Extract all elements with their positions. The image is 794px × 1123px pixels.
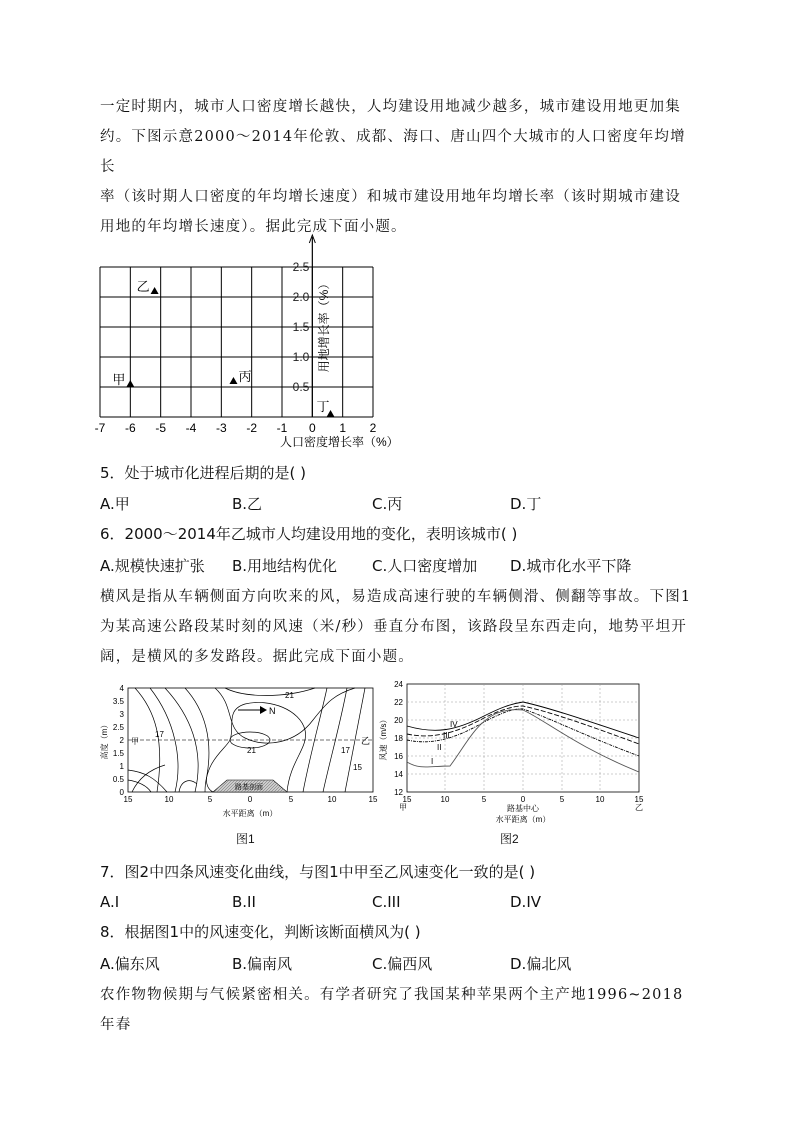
intro-line: 约。下图示意2000～2014年伦敦、成都、海口、唐山四个大城市的人口密度年均增长 <box>100 129 686 175</box>
y-axis-label: 高度（m） <box>100 720 109 760</box>
contour-label: 17 <box>155 730 164 739</box>
x-tick-label: 5 <box>288 795 294 804</box>
figure-2-caption: 图2 <box>500 832 519 846</box>
intro-paragraph-3 <box>100 980 695 1040</box>
point-label: 乙 <box>136 279 150 294</box>
data-point-marker <box>229 377 237 384</box>
curve-label-iii: III <box>443 731 450 740</box>
x-tick-labels <box>95 421 377 435</box>
x-tick-label: 0 <box>308 421 316 435</box>
y-tick-label: 4 <box>119 684 124 693</box>
x-tick-label: -6 <box>124 421 136 435</box>
q8-option-c[interactable]: C.偏西风 <box>372 955 433 973</box>
intro-line: 用地的年均增长速度）。据此完成下面小题。 <box>100 219 407 235</box>
x-tick-label: 10 <box>327 795 337 804</box>
y-tick-label: 16 <box>394 752 403 761</box>
y-tick-label: 1 <box>119 762 124 771</box>
y-tick-label: 0 <box>119 788 124 797</box>
left-site-label: 甲 <box>131 737 139 746</box>
x-tick-label: -7 <box>94 421 106 435</box>
x-axis-label: 人口密度增长率（%） <box>280 435 399 449</box>
q8-option-a[interactable]: A.偏东风 <box>100 955 160 973</box>
q6-option-a[interactable]: A.规模快速扩张 <box>100 557 205 575</box>
y-tick-label: 2.5 <box>112 723 124 732</box>
figure-1-contour <box>95 680 385 825</box>
q5-option-a[interactable]: A.甲 <box>100 495 130 513</box>
q6-option-b[interactable]: B.用地结构优化 <box>232 557 338 575</box>
intro-line: 横风是指从车辆侧面方向吹来的风，易造成高速行驶的车辆侧滑、侧翻等事故。下图1 <box>100 589 692 605</box>
point-label: 丙 <box>238 369 252 384</box>
right-site-label: 乙 <box>361 736 371 746</box>
y-tick-label: 2 <box>119 736 124 745</box>
y-tick-label: 2.5 <box>292 260 310 274</box>
road-label: 路基剖面 <box>235 784 263 791</box>
x-tick-label: 15 <box>368 795 378 804</box>
point-label: 丁 <box>316 399 330 414</box>
intro-paragraph-2 <box>100 582 695 672</box>
point-label: 甲 <box>112 372 126 387</box>
scatter-chart <box>85 225 415 455</box>
y-tick-label: 24 <box>394 680 403 689</box>
x-tick-label: -3 <box>215 421 227 435</box>
y-tick-label: 20 <box>394 716 403 725</box>
x-tick-label: -5 <box>155 421 167 435</box>
y-axis-label: 用地增长率（%） <box>317 277 331 373</box>
y-tick-label: 3 <box>119 710 124 719</box>
curve-label-i: I <box>431 757 434 766</box>
contour-label: 17 <box>341 746 350 755</box>
x-tick-label: 0 <box>520 795 526 804</box>
x-axis-label: 水平距离（m） <box>222 809 278 818</box>
q5-option-b[interactable]: B.乙 <box>232 495 263 513</box>
x-tick-label: -1 <box>276 421 288 435</box>
data-point-marker <box>126 380 134 387</box>
x-tick-label: 10 <box>595 795 605 804</box>
q5-option-c[interactable]: C.丙 <box>372 495 403 513</box>
figure-1-caption: 图1 <box>236 832 255 846</box>
contour-label: 15 <box>353 763 362 772</box>
curve-label-iv: IV <box>450 720 458 729</box>
intro-paragraph-1 <box>100 92 695 242</box>
y-tick-label: 3.5 <box>112 697 124 706</box>
intro-line: 一定时期内，城市人口密度增长越快，人均建设用地减少越多，城市建设用地更加集 <box>100 99 681 115</box>
question-7: 7．图2中四条风速变化曲线，与图1中甲至乙风速变化一致的是( ) <box>100 863 536 881</box>
contour-label: 21 <box>285 691 294 700</box>
y-tick-label: 1.5 <box>292 320 310 334</box>
y-tick-label: 12 <box>394 788 403 797</box>
x-tick-label: 15 <box>123 795 133 804</box>
center-label: 路基中心 <box>507 804 539 813</box>
y-axis-label: 风速（m/s） <box>379 715 388 761</box>
y-tick-label: 1.0 <box>292 350 310 364</box>
right-site-label: 乙 <box>635 803 643 812</box>
contour-label: 21 <box>247 746 256 755</box>
y-tick-label: 22 <box>394 698 403 707</box>
x-tick-label: 2 <box>369 421 377 435</box>
question-6: 6．2000～2014年乙城市人均建设用地的变化，表明该城市( ) <box>100 525 518 543</box>
q6-option-d[interactable]: D.城市化水平下降 <box>510 557 632 575</box>
figure-2-lines <box>375 676 655 828</box>
q6-option-c[interactable]: C.人口密度增加 <box>372 557 478 575</box>
question-5: 5．处于城市化进程后期的是( ) <box>100 464 307 482</box>
data-point-marker <box>151 287 159 294</box>
y-tick-label: 0.5 <box>292 380 310 394</box>
q7-option-c[interactable]: C.III <box>372 893 401 911</box>
curve-label-ii: II <box>437 743 442 752</box>
q5-option-d[interactable]: D.丁 <box>510 495 542 513</box>
y-tick-labels <box>293 260 310 394</box>
q8-option-b[interactable]: B.偏南风 <box>232 955 293 973</box>
y-tick-label: 2.0 <box>292 290 310 304</box>
y-tick-label: 0.5 <box>112 775 124 784</box>
north-label: N <box>269 706 276 716</box>
chart-grid <box>100 235 373 417</box>
x-tick-label: 5 <box>559 795 565 804</box>
intro-line: 为某高速公路段某时刻的风速（米/秒）垂直分布图，该路段呈东西走向，地势平坦开 <box>100 619 687 635</box>
x-tick-label: -2 <box>246 421 258 435</box>
x-tick-label: 5 <box>207 795 213 804</box>
q7-option-a[interactable]: A.I <box>100 893 120 911</box>
q8-option-d[interactable]: D.偏北风 <box>510 955 572 973</box>
intro-line: 率（该时期人口密度的年均增长速度）和城市建设用地年均增长率（该时期城市建设 <box>100 189 681 205</box>
x-axis-label: 水平距离（m） <box>495 815 551 824</box>
intro-line: 阔，是横风的多发路段。据此完成下面小题。 <box>100 649 414 665</box>
y-tick-label: 18 <box>394 734 403 743</box>
intro-line: 农作物物候期与气候紧密相关。有学者研究了我国某种苹果两个主产地1996~2018年春 <box>100 987 684 1033</box>
y-tick-label: 1.5 <box>112 749 124 758</box>
q7-option-b[interactable]: B.II <box>232 893 256 911</box>
y-tick-label: 14 <box>394 770 403 779</box>
left-site-label: 甲 <box>399 803 407 812</box>
x-tick-label: -4 <box>185 421 197 435</box>
x-tick-label: 5 <box>481 795 487 804</box>
q7-option-d[interactable]: D.IV <box>510 893 542 911</box>
x-tick-label: 1 <box>339 421 347 435</box>
x-tick-label: 15 <box>402 795 412 804</box>
question-8: 8．根据图1中的风速变化，判断该断面横风为( ) <box>100 923 421 941</box>
x-tick-label: 10 <box>440 795 450 804</box>
x-tick-label: 0 <box>247 795 253 804</box>
x-tick-label: 10 <box>164 795 174 804</box>
x-tick-label: 15 <box>634 795 644 804</box>
